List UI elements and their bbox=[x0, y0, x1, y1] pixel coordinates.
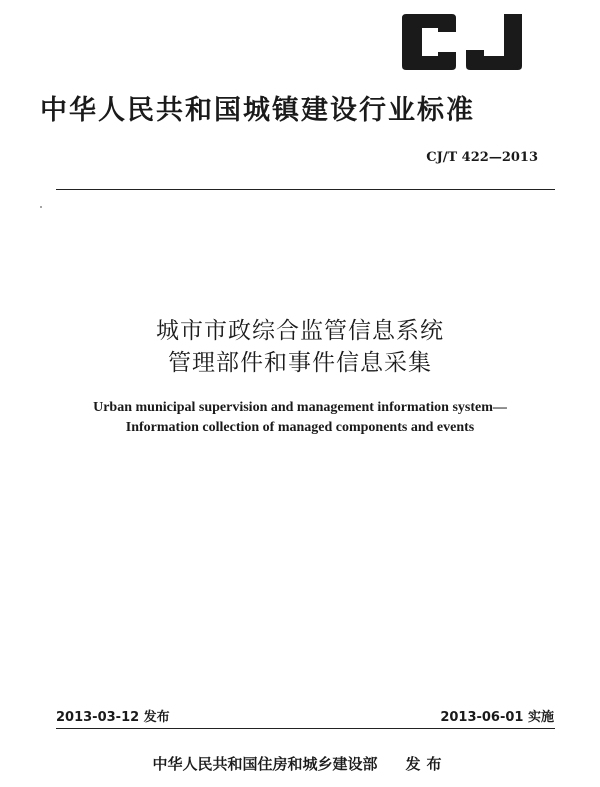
bottom-divider bbox=[56, 728, 555, 729]
cj-logo-letter-c bbox=[402, 14, 456, 70]
standard-number: CJ/T 422—2013 bbox=[426, 150, 538, 165]
scan-speck bbox=[40, 206, 42, 208]
issuing-category-title: 中华人民共和国城镇建设行业标准 bbox=[40, 95, 475, 126]
publish-action: 发布 bbox=[405, 755, 448, 773]
issue-date: 2013-03-12 发布 bbox=[56, 710, 170, 725]
english-title-line-2: Information collection of managed components and events bbox=[125, 420, 475, 435]
chinese-title-line-2: 管理部件和事件信息采集 bbox=[168, 350, 432, 376]
chinese-title-line-1: 城市市政综合监管信息系统 bbox=[156, 318, 444, 344]
cj-logo-letter-j bbox=[466, 14, 522, 70]
cj-logo bbox=[402, 14, 522, 70]
english-title-line-1: Urban municipal supervision and management information system— bbox=[93, 400, 507, 415]
top-divider bbox=[56, 189, 555, 190]
publisher-line bbox=[0, 753, 600, 774]
implementation-date: 2013-06-01 实施 bbox=[440, 710, 554, 725]
publisher-name: 中华人民共和国住房和城乡建设部 bbox=[152, 755, 378, 773]
